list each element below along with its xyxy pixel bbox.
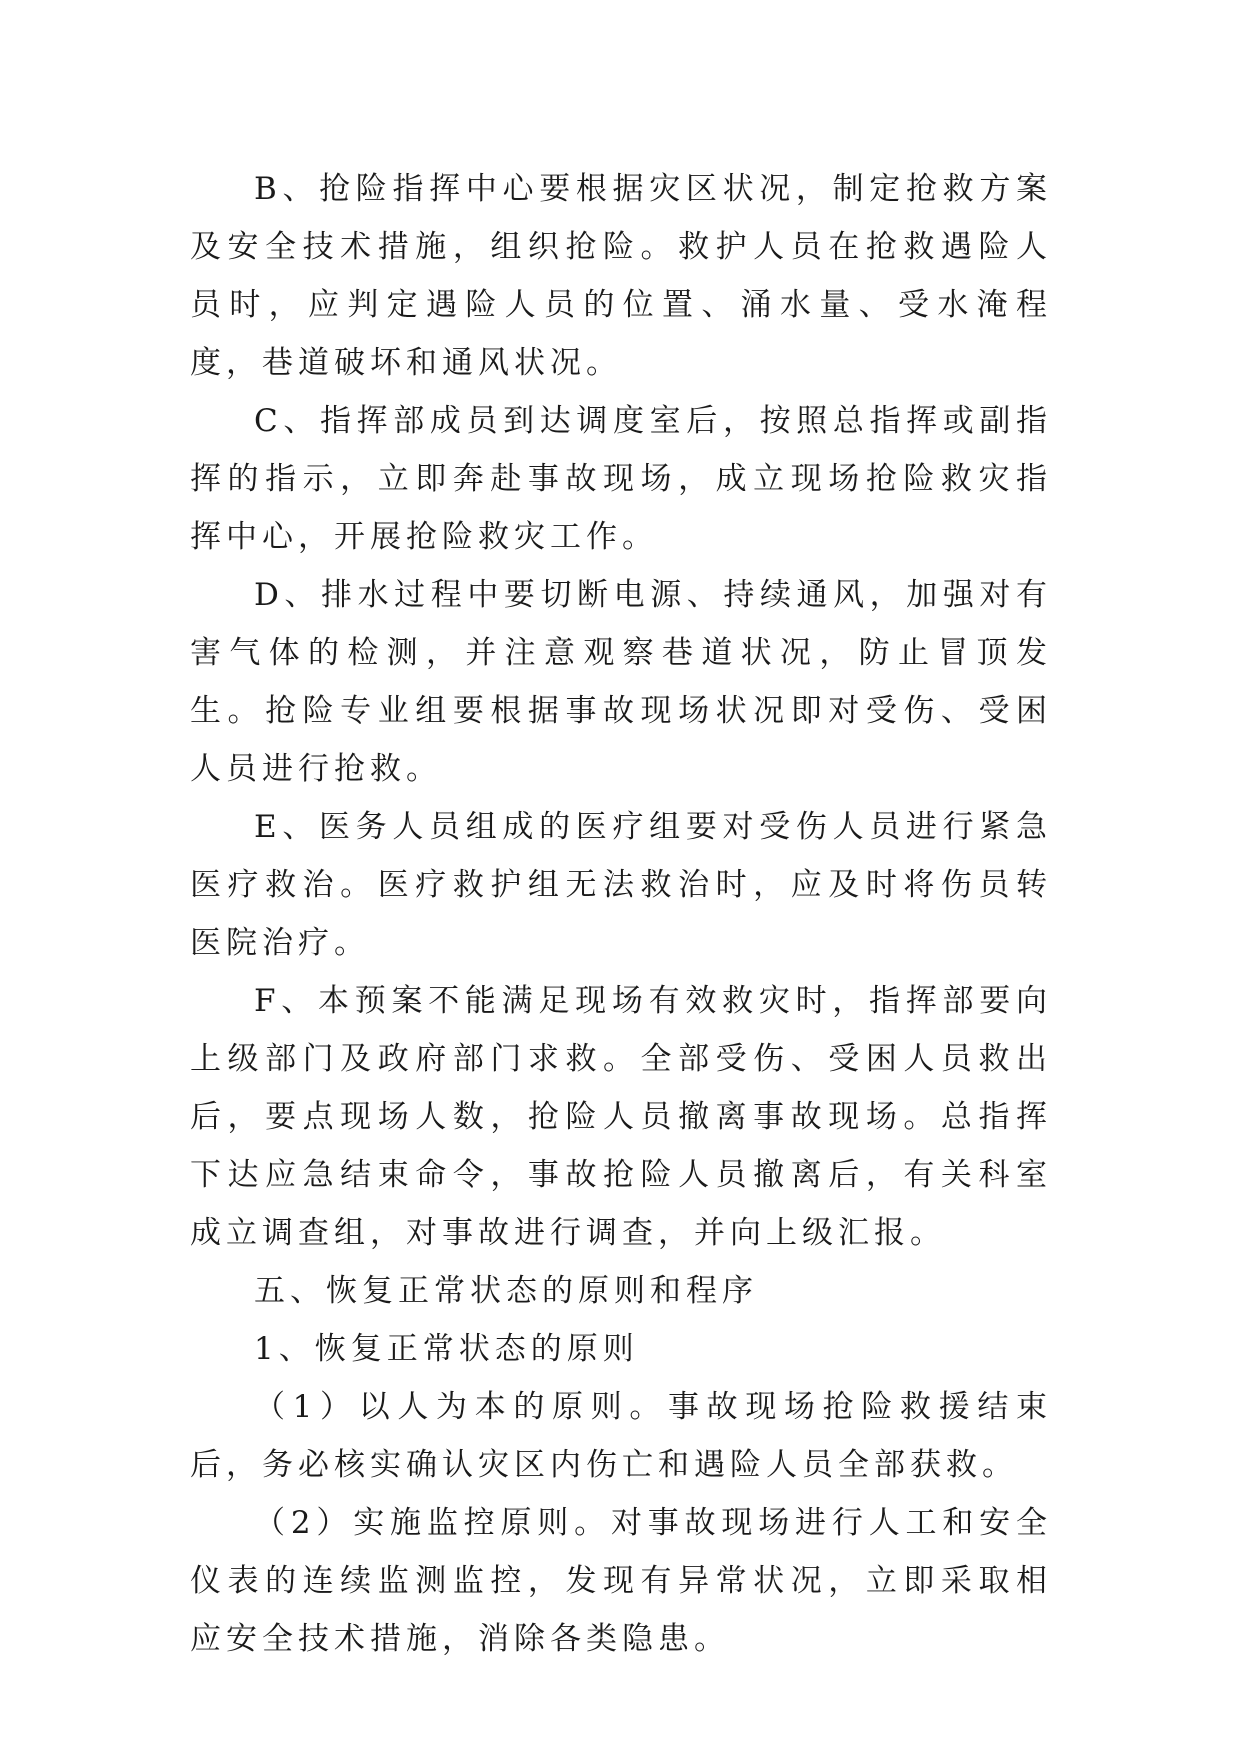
paragraph-c: C、指挥部成员到达调度室后，按照总指挥或副指挥的指示，立即奔赴事故现场，成立现场抢险救灾指挥中心，开展抢险救灾工作。 [190,403,1052,555]
paragraph-b: B、抢险指挥中心要根据灾区状况，制定抢救方案及安全技术措施，组织抢险。救护人员在抢救遇险人员时，应判定遇险人员的位置、涌水量、受水淹程度，巷道破坏和通风状况。 [190,171,1052,381]
section-heading-5: 五、恢复正常状态的原则和程序 [254,1273,758,1309]
paragraph-f: F、本预案不能满足现场有效救灾时，指挥部要向上级部门及政府部门求救。全部受伤、受困人员救出后，要点现场人数，抢险人员撤离事故现场。总指挥下达应急结束命令，事故抢险人员撤离后，有关科室成立调查组，对事故进行调查，并向上级汇报。 [190,983,1052,1251]
paragraph-e: E、医务人员组成的医疗组要对受伤人员进行紧急医疗救治。医疗救护组无法救治时，应及时将伤员转医院治疗。 [190,809,1052,961]
paragraph-d: D、排水过程中要切断电源、持续通风，加强对有害气体的检测，并注意观察巷道状况，防止冒顶发生。抢险专业组要根据事故现场状况即对受伤、受困人员进行抢救。 [190,577,1052,787]
principle-item-2: （2）实施监控原则。对事故现场进行人工和安全仪表的连续监测监控，发现有异常状况，立即采取相应安全技术措施，消除各类隐患。 [190,1505,1052,1657]
document-body [190,160,1052,1668]
principle-item-1: （1）以人为本的原则。事故现场抢险救援结束后，务必核实确认灾区内伤亡和遇险人员全部获救。 [190,1389,1052,1483]
subsection-heading-1: 1、恢复正常状态的原则 [254,1331,639,1367]
